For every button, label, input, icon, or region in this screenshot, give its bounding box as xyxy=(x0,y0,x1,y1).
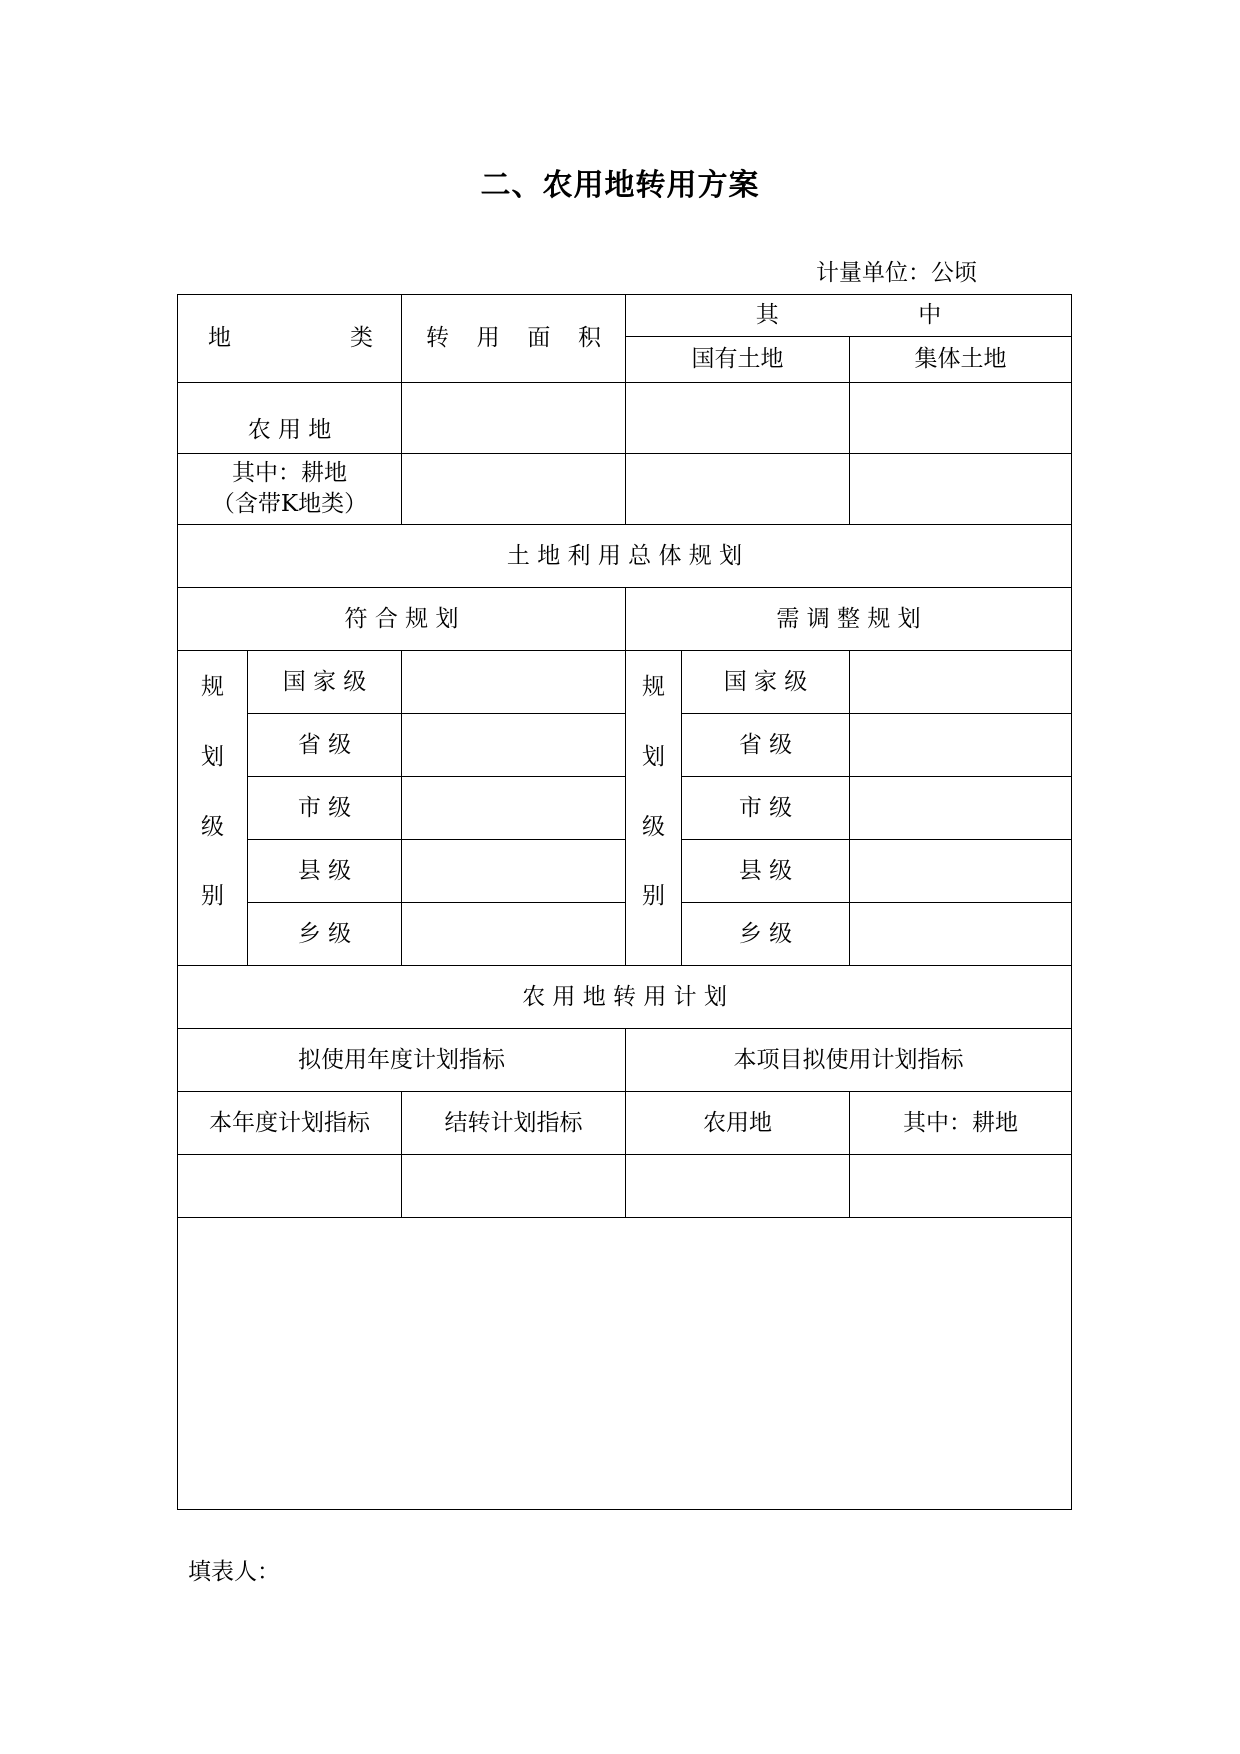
project-cultivated-header: 其中：耕地 xyxy=(850,1092,1072,1155)
conforming-county-cell[interactable] xyxy=(402,840,626,903)
level-char-3: 级 xyxy=(201,813,224,840)
cultivated-state-cell[interactable] xyxy=(626,454,850,525)
cultivated-row xyxy=(178,454,1072,525)
adjusting-level-city: 市 级 xyxy=(682,777,850,840)
conforming-level-city: 市 级 xyxy=(248,777,402,840)
conforming-level-provincial: 省 级 xyxy=(248,714,402,777)
adj-level-char-4: 别 xyxy=(642,883,665,910)
land-type-char-1: 地 xyxy=(208,325,231,352)
adjusting-level-county: 县 级 xyxy=(682,840,850,903)
agri-land-state-cell[interactable] xyxy=(626,383,850,454)
conforming-level-label xyxy=(178,651,248,966)
conforming-level-county: 县 级 xyxy=(248,840,402,903)
agri-land-row xyxy=(178,383,1072,454)
level-row-city xyxy=(178,777,1072,840)
agri-land-collective-cell[interactable] xyxy=(850,383,1072,454)
adj-level-char-1: 规 xyxy=(642,674,665,700)
quota-header-row xyxy=(178,1029,1072,1092)
level-char-4: 别 xyxy=(201,883,224,910)
adj-level-char-3: 级 xyxy=(642,813,665,840)
area-char-1: 转 xyxy=(426,325,449,352)
carried-over-quota-header: 结转计划指标 xyxy=(402,1092,626,1155)
conforming-township-cell[interactable] xyxy=(402,903,626,966)
adj-level-char-2: 划 xyxy=(642,743,665,770)
carried-over-quota-cell[interactable] xyxy=(402,1155,626,1218)
quota-value-row xyxy=(178,1155,1072,1218)
unit-label: 计量单位：公顷 xyxy=(816,260,977,286)
level-row-national xyxy=(178,651,1072,714)
level-row-township xyxy=(178,903,1072,966)
this-year-quota-header: 本年度计划指标 xyxy=(178,1092,402,1155)
level-row-provincial xyxy=(178,714,1072,777)
of-which-char-2: 中 xyxy=(918,302,942,329)
conforming-level-township: 乡 级 xyxy=(248,903,402,966)
adjusting-level-label xyxy=(626,651,682,966)
collective-header: 集体土地 xyxy=(850,337,1072,383)
level-char-1: 规 xyxy=(201,674,224,700)
area-char-4: 积 xyxy=(577,325,601,352)
conforming-national-cell[interactable] xyxy=(402,651,626,714)
adjusting-provincial-cell[interactable] xyxy=(850,714,1072,777)
adjusting-header: 需 调 整 规 划 xyxy=(626,588,1072,651)
adjusting-county-cell[interactable] xyxy=(850,840,1072,903)
conforming-city-cell[interactable] xyxy=(402,777,626,840)
agri-land-area-cell[interactable] xyxy=(402,383,626,454)
adjusting-level-national: 国 家 级 xyxy=(682,651,850,714)
cultivated-label-line1: 其中：耕地 xyxy=(232,459,347,486)
area-header xyxy=(402,295,626,383)
project-quota-header: 本项目拟使用计划指标 xyxy=(626,1029,1072,1092)
project-agri-land-header: 农用地 xyxy=(626,1092,850,1155)
agri-land-label: 农 用 地 xyxy=(178,383,402,454)
filled-by-label: 填表人： xyxy=(188,1559,280,1585)
planning-section-title: 土 地 利 用 总 体 规 划 xyxy=(178,525,1072,588)
quota-subheader-row xyxy=(178,1092,1072,1155)
adjusting-township-cell[interactable] xyxy=(850,903,1072,966)
header-row-1 xyxy=(178,295,1072,337)
notes-area[interactable] xyxy=(178,1218,1072,1510)
adjusting-level-provincial: 省 级 xyxy=(682,714,850,777)
cultivated-collective-cell[interactable] xyxy=(850,454,1072,525)
conforming-header: 符 合 规 划 xyxy=(178,588,626,651)
this-year-quota-cell[interactable] xyxy=(178,1155,402,1218)
state-owned-header: 国有土地 xyxy=(626,337,850,383)
level-row-county xyxy=(178,840,1072,903)
cultivated-label-line2: （含带K地类） xyxy=(211,491,368,517)
adjusting-city-cell[interactable] xyxy=(850,777,1072,840)
annual-quota-header: 拟使用年度计划指标 xyxy=(178,1029,626,1092)
adjusting-national-cell[interactable] xyxy=(850,651,1072,714)
land-type-char-2: 类 xyxy=(350,325,373,352)
conversion-title-row xyxy=(178,966,1072,1029)
land-type-header xyxy=(178,295,402,383)
area-char-3: 面 xyxy=(527,325,551,352)
conversion-form-table xyxy=(177,294,1072,1510)
cultivated-label xyxy=(178,454,402,525)
conforming-provincial-cell[interactable] xyxy=(402,714,626,777)
project-cultivated-cell[interactable] xyxy=(850,1155,1072,1218)
of-which-header xyxy=(626,295,1072,337)
area-char-2: 用 xyxy=(476,325,500,352)
project-agri-land-cell[interactable] xyxy=(626,1155,850,1218)
notes-row xyxy=(178,1218,1072,1510)
page-title: 二、农用地转用方案 xyxy=(480,168,760,203)
planning-title-row xyxy=(178,525,1072,588)
of-which-char-1: 其 xyxy=(755,302,779,329)
adjusting-level-township: 乡 级 xyxy=(682,903,850,966)
level-char-2: 划 xyxy=(201,743,224,770)
cultivated-area-cell[interactable] xyxy=(402,454,626,525)
planning-subheader-row xyxy=(178,588,1072,651)
conforming-level-national: 国 家 级 xyxy=(248,651,402,714)
conversion-section-title: 农 用 地 转 用 计 划 xyxy=(178,966,1072,1029)
